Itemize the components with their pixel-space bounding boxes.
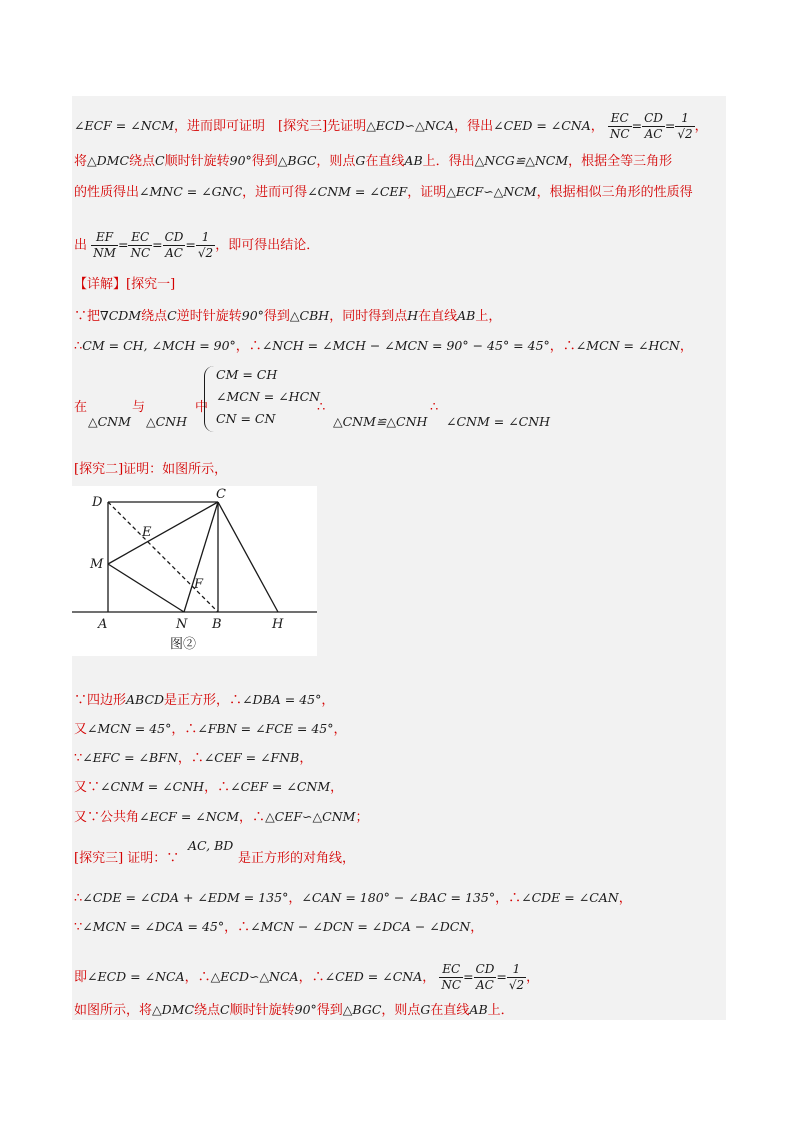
text: ，根据相似三角形的性质得 — [536, 185, 693, 200]
text: ∵ — [74, 920, 83, 935]
text: 在直线 — [365, 154, 405, 169]
math: H — [407, 308, 419, 323]
numerator: EC — [608, 111, 632, 127]
text: ； — [355, 810, 369, 825]
label-b: B — [212, 617, 222, 632]
fraction — [675, 111, 694, 142]
segment-ch — [218, 502, 278, 612]
math: ∠EFC = ∠BFN — [82, 750, 178, 765]
text: 又∵ — [74, 780, 101, 795]
fraction — [642, 111, 665, 142]
math: ∠CEF = ∠FNB — [203, 750, 300, 765]
text: ，∴ — [235, 339, 262, 354]
text: 将 — [74, 154, 88, 169]
line-8-yu — [132, 400, 145, 416]
math: ∠MCN − ∠DCN = ∠DCA − ∠DCN — [250, 919, 471, 934]
denominator: NC — [609, 127, 630, 141]
text: 绕点 — [129, 154, 156, 169]
math: △DMC — [152, 1002, 195, 1017]
denominator: √2 — [677, 127, 693, 141]
figure-caption: 图② — [170, 637, 197, 652]
line-19 — [74, 1002, 514, 1019]
denominator: NC — [130, 246, 151, 260]
text: ， — [288, 891, 302, 906]
numerator: CD — [644, 111, 663, 125]
text: [探究三] 证明：∵ — [74, 851, 180, 866]
math: G — [420, 1002, 431, 1017]
line-11 — [74, 721, 347, 738]
text: ， — [333, 722, 347, 737]
text: 得到 — [316, 1003, 343, 1018]
math: AC, BD — [188, 838, 234, 853]
text: ∴ — [430, 400, 439, 415]
line-7 — [74, 338, 693, 355]
denominator: NM — [93, 246, 116, 260]
text: 上． — [487, 1003, 514, 1018]
line-15-math — [188, 838, 233, 855]
math: AB — [457, 308, 476, 323]
line-14 — [74, 809, 368, 826]
line-16 — [74, 890, 632, 907]
fraction — [439, 962, 463, 993]
math: △CBH — [289, 308, 330, 323]
numerator: CD — [475, 962, 495, 976]
denominator: √2 — [508, 978, 525, 992]
math: ∠CDE = ∠CDA + ∠EDM = 135° — [82, 890, 289, 905]
math: △CEF∽△CNM — [265, 809, 356, 824]
math: ∠ECD = ∠NCA — [87, 969, 185, 984]
math: ∠CEF = ∠CNM — [230, 779, 331, 794]
math: 90° — [294, 1002, 317, 1017]
text: 顺时针旋转 — [164, 154, 230, 169]
math: ∇CDM — [100, 308, 142, 323]
line-4: 出 $\frac{EF}{NM}$ = $\frac{EC}{NC}$ = $\frac{CD}{AC}$ = $\frac{1}{√2}$ ，即可得出结论． — [74, 230, 320, 260]
text: ∵四边形 — [74, 693, 127, 708]
math: △CNM — [88, 414, 131, 429]
line-8-zai — [74, 400, 87, 416]
math: △DMC — [87, 153, 130, 168]
math: 90° — [241, 308, 264, 323]
figure-svg — [72, 486, 317, 656]
text: ，根据全等三角形 — [568, 154, 673, 169]
line-8-result — [446, 414, 550, 431]
text: 得到 — [251, 154, 278, 169]
text: ，进而即可证明 [探究三]先证明 — [174, 119, 367, 134]
text: 又 — [74, 722, 88, 737]
numerator: EC — [439, 962, 463, 978]
fraction — [91, 230, 118, 261]
math: G — [355, 153, 366, 168]
math: △ECD∽△NCA — [366, 118, 455, 133]
text: 即 — [74, 970, 88, 985]
text: 在直线 — [418, 309, 458, 324]
explore-2-heading — [74, 462, 227, 478]
fraction — [196, 230, 215, 261]
text: ∵把 — [74, 309, 101, 324]
math: △BGC — [342, 1002, 382, 1017]
text: 又∵公共角 — [74, 810, 140, 825]
label-e: E — [142, 525, 152, 540]
text: ， — [299, 751, 313, 766]
text: ， — [330, 780, 344, 795]
text: 中 — [195, 400, 209, 415]
math: ∠CED = ∠CNA — [493, 118, 591, 133]
math: △CNH — [146, 414, 188, 429]
text: ∵ — [74, 751, 83, 766]
text: ∴ — [74, 891, 83, 906]
text: 【详解】[探究一] — [74, 277, 176, 292]
math: △ECF∽△NCM — [446, 184, 537, 199]
text: [探究二]证明：如图所示， — [74, 462, 228, 477]
text: 如图所示，将 — [74, 1003, 153, 1018]
text: 的性质得出 — [74, 185, 140, 200]
text: 顺时针旋转 — [229, 1003, 295, 1018]
math: 90° — [229, 153, 252, 168]
text: 上．得出 — [422, 154, 475, 169]
text: ， — [321, 693, 335, 708]
math: ∠NCH = ∠MCH − ∠MCN = 90° − 45° = 45° — [261, 338, 550, 353]
text: 与 — [132, 400, 146, 415]
text: 是正方形，∴ — [164, 693, 243, 708]
text: ∴ — [74, 339, 83, 354]
label-m: M — [90, 557, 104, 572]
line-6 — [74, 308, 501, 325]
math: ∠FBN = ∠FCE = 45° — [197, 721, 334, 736]
line-3 — [74, 184, 693, 201]
text: ，∴ — [171, 722, 198, 737]
text: ，∴ — [495, 891, 522, 906]
line-15 — [74, 851, 179, 867]
text: ，∴ — [224, 920, 251, 935]
text: ， — [470, 920, 484, 935]
text: ，∴ — [549, 339, 576, 354]
math: ABCD — [126, 692, 165, 707]
text: ， — [618, 891, 632, 906]
math: ∠MCN = 45° — [87, 721, 172, 736]
math: C — [167, 308, 177, 323]
fraction — [474, 962, 497, 993]
line-13 — [74, 779, 343, 796]
math: ∠CED = ∠CNA — [324, 969, 423, 984]
text: 逆时针旋转 — [176, 309, 242, 324]
system-eq-1: CM = CH — [216, 367, 278, 382]
math: ∠MCN = ∠DCA = 45° — [82, 919, 225, 934]
math: AB — [404, 153, 423, 168]
numerator: 1 — [507, 962, 526, 978]
math: ∠ECF = ∠NCM — [139, 809, 240, 824]
text: ， — [694, 119, 708, 134]
math: ∠CNM = ∠CEF — [307, 184, 408, 199]
line-8-tri2 — [146, 414, 187, 431]
math: ∠CNM = ∠CNH — [446, 414, 551, 429]
math: ∠ECF = ∠NCM — [74, 118, 175, 133]
system-brace — [204, 366, 215, 432]
line-10 — [74, 692, 334, 709]
therefore-1 — [317, 400, 325, 416]
text: 出 — [74, 238, 88, 253]
text: ，得出 — [454, 119, 494, 134]
text: ，即可得出结论． — [215, 238, 320, 253]
text: ， — [526, 970, 540, 985]
denominator: √2 — [197, 246, 214, 260]
text: ， — [679, 339, 693, 354]
line-1: ∠ECF = ∠NCM，进而即可证明 [探究三]先证明△ECD∽△NCA，得出∠CED = ∠CNA， $\frac{EC}{NC}$ = $\frac{CD}{AC}$ = $\frac{1}{√2}$ ， — [74, 111, 708, 141]
text: 是正方形的对角线， — [238, 851, 356, 866]
line-12 — [74, 750, 312, 767]
label-a: A — [98, 617, 108, 632]
math: ∠MCN = ∠HCN — [575, 338, 680, 353]
math: C — [155, 153, 165, 168]
numerator: 1 — [675, 111, 694, 127]
math: ∠CAN = 180° − ∠BAC = 135° — [301, 890, 496, 905]
fraction — [163, 230, 186, 261]
therefore-2 — [430, 400, 438, 416]
text: ，则点 — [316, 154, 356, 169]
line-18: 即∠ECD = ∠NCA，∴△ECD∽△NCA，∴∠CED = ∠CNA， $\frac{EC}{NC}$ = $\frac{CD}{AC}$ = $\frac{1}{√2}$ ， — [74, 962, 540, 992]
math: ∠CNM = ∠CNH — [100, 779, 205, 794]
denominator: AC — [644, 127, 663, 141]
math: △BGC — [277, 153, 317, 168]
fraction — [608, 111, 632, 142]
denominator: NC — [441, 978, 462, 992]
text: 在 — [74, 400, 88, 415]
text: ∴ — [317, 400, 326, 415]
detail-heading — [74, 277, 175, 293]
line-8-tri1 — [88, 414, 131, 431]
text: 在直线 — [430, 1003, 470, 1018]
text: ，∴ — [204, 780, 231, 795]
text: ，进而可得 — [242, 185, 308, 200]
line-8-congruent — [333, 414, 427, 431]
system-eq-2: ∠MCN = ∠HCN — [216, 389, 321, 404]
text: ，∴ — [177, 751, 204, 766]
math: C — [220, 1002, 230, 1017]
fraction — [128, 230, 152, 261]
text: 上， — [475, 309, 502, 324]
text: ， — [590, 119, 604, 134]
denominator: AC — [476, 978, 494, 992]
label-h: H — [272, 617, 284, 632]
math: ∠MNC = ∠GNC — [139, 184, 243, 199]
text: ，证明 — [407, 185, 447, 200]
math: △ECD∽△NCA — [210, 969, 299, 984]
text: 绕点 — [141, 309, 168, 324]
denominator: AC — [165, 246, 183, 260]
text: 得到 — [263, 309, 290, 324]
text: ，∴ — [239, 810, 266, 825]
math: CM = CH, ∠MCH = 90° — [82, 338, 236, 353]
numerator: CD — [164, 230, 184, 244]
numerator: 1 — [196, 230, 215, 246]
math: ∠DBA = 45° — [242, 692, 322, 707]
fraction — [507, 962, 526, 993]
math: AB — [469, 1002, 488, 1017]
math: △CNM≌△CNH — [333, 414, 428, 429]
text: ，∴ — [298, 970, 325, 985]
label-d: D — [92, 495, 103, 510]
geometry-figure — [72, 486, 317, 656]
line-17 — [74, 919, 483, 936]
numerator: EF — [91, 230, 118, 246]
line-2 — [74, 153, 672, 170]
text: 绕点 — [194, 1003, 221, 1018]
line-15-rest — [238, 851, 355, 867]
math: ∠CDE = ∠CAN — [521, 890, 619, 905]
text: ，同时得到点 — [329, 309, 408, 324]
system-eq-3: CN = CN — [216, 411, 276, 426]
text: ，∴ — [184, 970, 211, 985]
label-f: F — [194, 577, 204, 592]
label-n: N — [176, 617, 188, 632]
label-c: C — [216, 487, 226, 502]
text: ，则点 — [381, 1003, 421, 1018]
text: ， — [422, 970, 436, 985]
math: △NCG≌△NCM — [474, 153, 569, 168]
numerator: EC — [128, 230, 152, 246]
segment-mn — [108, 564, 184, 612]
